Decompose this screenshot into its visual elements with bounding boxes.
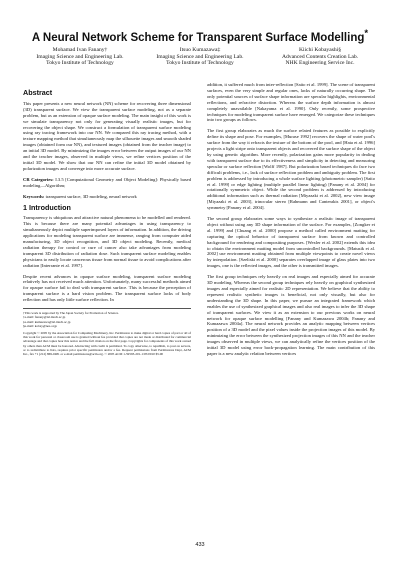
author-institution: NHK Engineering Service Inc. [285, 60, 355, 67]
keywords-text: transparent surface, 3D modeling, neural network [45, 193, 137, 199]
author-affiliation: Advanced Contents Creation Lab. [281, 53, 359, 60]
copyright-notice: Copyright © 2005 by the Association for Computing Machinery, Inc. Permission to make digital or hard copies of part or all of this work for personal or classroom use is granted without fee provided that copies are not made or distributed for commercial advantage and that copies bear this notice and the full citation on the first page. Copyrights for components of this work owned by others than ACM must be honored. Abstracting with credit is permitted. To copy otherwise, to republish, to post on servers, or to redistribute to lists, requires prior specific permission and/or a fee. Request permissions from Permissions Dept, ACM Inc., fax +1 (212) 869-0481 or e-mail permissions@acm.org. © 2005 ACM 1-59593-201-1/05/0010 $5.00 [23, 330, 191, 356]
left-column [23, 88, 191, 520]
author-block [20, 47, 380, 67]
body-paragraph-4: The first group techniques rely heavily on real images and especially aimed for accurate 3D modeling. Whereas the second group techniques rely heavily on graphical synthesized images and especially aimed for realistic 2D representation. We believe that the ability to represent realistic synthetic images is beneficial, not only visually, but also for understanding the 3D shape. In this paper, we pursue an integrated framework which enables the use of synthesized graphical images and also real images to infer the 3D shape of transparent surfaces. We view it as an extension to our previous works on neural network for opaque surface modelling [Fanany and Kumazawa 2004b; Fanany and Kumazawa 2004a]. The neural network provides an analytic mapping between vertices position of a 3D model and the pixel values inside the projection images of this model. By minimizing the error between the synthesized projection images of this NN and the teacher images observed in multiple views, we can analytically refine the vertices position of the initial 3D model using error back-propagation learning. The main contribution of this paper is a new analytic relation between vertices [207, 274, 375, 356]
cr-categories [23, 177, 191, 189]
footnote: ‡e-mail: kumazawa@isl.titech.ac.jp [23, 319, 71, 324]
abstract-heading: Abstract [23, 88, 53, 97]
paper-title [0, 28, 400, 44]
intro-heading: 1 Introduction [23, 202, 71, 212]
abstract-text: This paper presents a new neural network (NN) scheme for recovering three dimensional (3D) transparent surface. We view the transparent surface modeling, not as a separate problem, but as an extension of opaque surface modeling. The main insight of this work is we simulate transparency not only for generating visually realistic images, but for recovering the object shape. We construct a formulation of transparent surface modeling using ray tracing framework into our NN. We compared this ray tracing method, with a texture mapping method that simultaneously map the silhouette images and smooth shaded images (obtained form our NN), and textured images (obtained from the teacher image) to an initial 3D model. By minimizing the images error between the output images of our NN and the teacher images, observed in multiple views, we refine vertices position of the initial 3D model. We show that our NN can refine the initial 3D model obtained by polarization images and converge into more accurate surface. [23, 100, 191, 171]
author-3 [260, 47, 380, 67]
footnote: †This work is supported by The Japan Society for Promotion of Science. [23, 311, 119, 316]
author-affiliation: Imaging Science and Engineering Lab. [156, 53, 244, 60]
cr-categories-label: CR Categories: [23, 176, 54, 182]
cr-categories-text: I.3.5 [Computational Geometry and Object Modeling]: Physically based modeling—Algorithm; [23, 176, 191, 188]
body-paragraph-3: The second group elaborates some ways to synthesize a realistic image of transparent object without using any 3D shape information of the surface. For examples, [Zongker et al. 1999] and [Chuang et al. 2000] propose a method called environment matting for capturing the optical behavior of transparent surface from known and controlled background for rendering and compositing purposes. [Wexler et al. 2002] extends this idea to obtain the environment matting model from uncontrolled backgrounds. [Matusik et al. 2002] use environment matting obtained from multiple viewpoints to create novel views by interpolation. [Szeliski et al. 2000] separates overlapped image of glass plates into two images, one is the reflected images, and the other is transmitted images. [207, 216, 375, 269]
author-name: Mohamad Ivan Fanany† [52, 47, 108, 53]
paper-title-text: A Neural Network Scheme for Transparent Surface Modelling [31, 31, 365, 44]
keywords-label: Keywords: [23, 193, 45, 199]
footnotes [23, 308, 191, 356]
right-column [207, 82, 375, 530]
author-institution: Tokyo Institute of Technology [166, 60, 234, 67]
body-paragraph-2: The first group elaborates as much the surface related features as possible to explicitly define its shape and pose. For examples, [Murase 1992] recovers the shape of water pool's surface from the way it refracts the texture of the bottom of the pool, and [Hata et al. 1996] projects a light stripe onto transparent objects and recovered the surface shape of the object by using genetic algorithm. More recently, polarization gains more popularity in dealing with transparent surface due to its effectiveness and simplicity in detecting and measuring specular or surface reflection [Wolff 1987]. But polarization based techniques do face two difficult problems, i.e., lack of surface reflection problem and ambiguity problem. The first problem is addressed by introducing a whole surface lighting (photometric sampler) [Saito et al. 1999] or edge lighting (multiple parallel linear lighting) [Panany et al. 2004] for rotationally symmetric object. While the second problem is addressed by introducing additional information such as thermal radiation [Miyazaki et al. 2002], new view image [Miyazaki et al. 2003], trinocular stereo [Rahmann and Canterakis 2001], or object's symmetry [Panany et al. 2004]. [207, 128, 375, 211]
intro-paragraph-2: Despite recent advances in opaque surface modeling, transparent surface modeling relatively has not received much attention. Unfortunately, many successful methods aimed for opaque surface fail to deal with transparent surface. This is because the perception of transparent surface is a hard vision problem. The transparent surface lacks of body reflection and has only little surface reflection. In [23, 273, 191, 303]
footnote: †e-mail: fanany@isl.titech.ac.jp [23, 315, 66, 320]
author-2 [140, 47, 260, 67]
footnote: §e-mail: kobay@nes.or.jp [23, 323, 58, 328]
page-number: 433 [195, 542, 205, 548]
author-affiliation: Imaging Science and Engineering Lab. [36, 53, 124, 60]
author-institution: Tokyo Institute of Technology [46, 60, 114, 67]
title-footnote-mark: * [364, 28, 369, 39]
author-name: Itsuo Kumazawa‡ [179, 47, 221, 53]
author-name: Kiichi Kobayashi§ [298, 47, 342, 53]
body-paragraph-1: addition, it suffered much from inter-reflection [Saito et al. 1999]. The scene of transparent surfaces, even the very simple and regular ones, lacks of naturally occurring shape. The only potential sources of surface shape information are specular highlights, environmental reflections, and refractive distortion. Whereas the surface depth information is almost completely unavailable [Nakayama et al. 1990]. Only recently, some prospective techniques for modeling transparent surface have emerged. We categorize these techniques into two groups as follows. [207, 82, 375, 123]
keywords [23, 194, 191, 200]
intro-paragraph-1: Transparency is ubiquitous and attractive natural phenomena to be modelled and rendered. This is because there are many potential advantages in using transparency to simultaneously depict multiple superimposed layers of information. In addition, the driving applications for modeling transparent surface are immense, ranging from computer aided manufacturing, 3D object recognition, and 3D object modeling. Recently, medical radiation therapy for control or cure of cancer also take advantages from modeling transparent 3D distribution of radiation dose. Such transparent surface modeling enables physicians to easily locate cancerous tissue from normal tissue to avoid complications after radiation [Interrante et al. 1997]. [23, 215, 191, 268]
author-1 [20, 47, 140, 67]
